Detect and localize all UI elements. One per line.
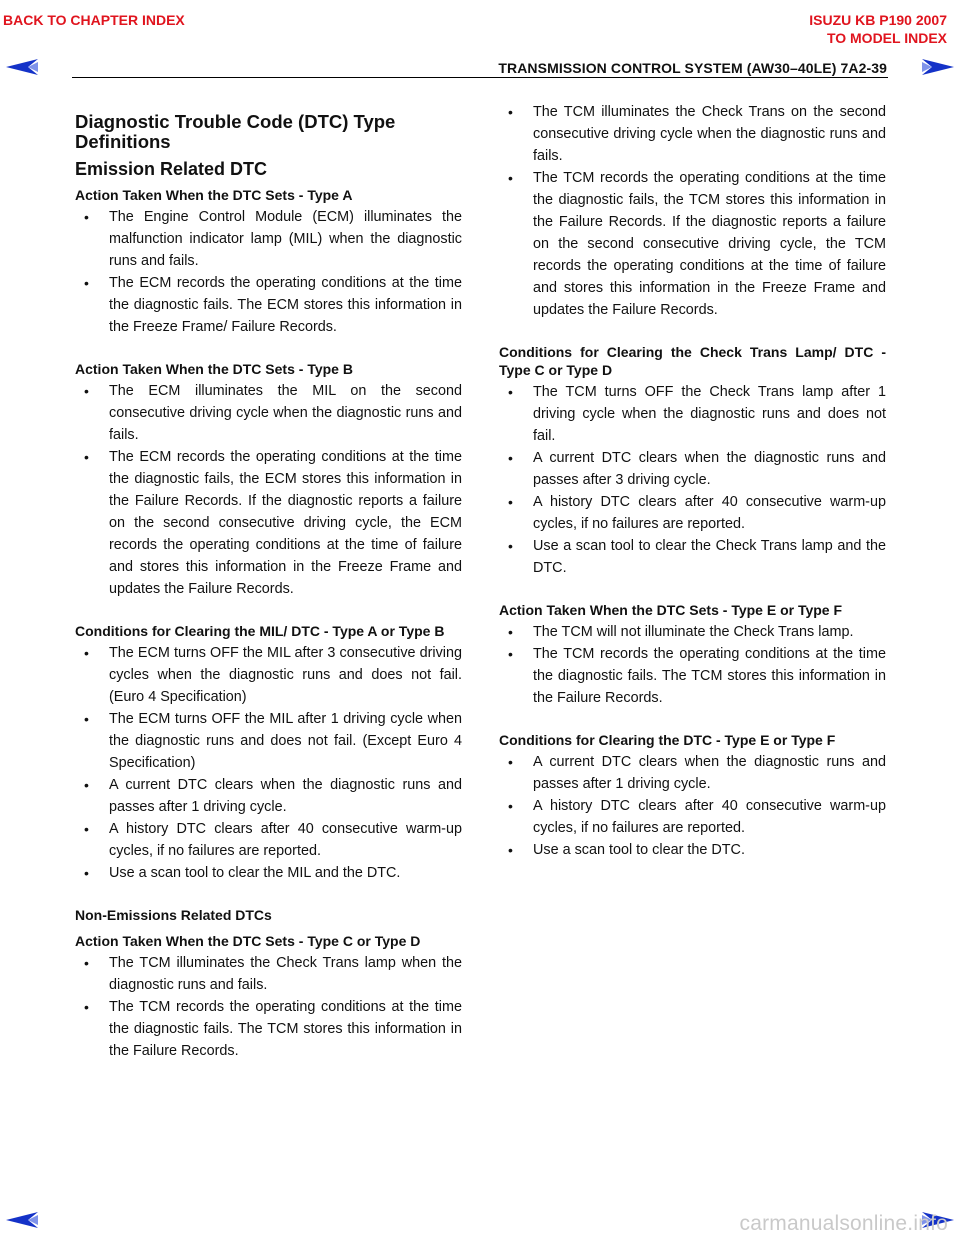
list-item bbox=[75, 642, 462, 708]
bullet-icon: • bbox=[84, 275, 89, 291]
list-item bbox=[499, 621, 886, 643]
bullet-icon: • bbox=[508, 170, 513, 186]
list-item-text: The ECM records the operating conditions at the time the diagnostic fails, the ECM stores this information in the Failure Records. If the diagnostic reports a failure on the second consecutive driving cycle, the ECM records the operating conditions at the time of failure and stores this information in the Freeze Frame and updates the Failure Records. bbox=[109, 449, 462, 597]
list-item-text: A current DTC clears when the diagnostic runs and passes after 1 driving cycle. bbox=[109, 777, 462, 815]
bullet-icon: • bbox=[508, 798, 513, 814]
list-item-text: The TCM will not illuminate the Check Trans lamp. bbox=[533, 624, 854, 640]
list-item bbox=[75, 446, 462, 600]
list-item-text: The ECM illuminates the MIL on the second consecutive driving cycle when the diagnostic runs and fails. bbox=[109, 383, 462, 443]
clear-ef-heading: Conditions for Clearing the DTC - Type E or Type F bbox=[499, 732, 836, 748]
list-item bbox=[499, 491, 886, 535]
list-item bbox=[75, 774, 462, 818]
bullet-icon: • bbox=[508, 104, 513, 120]
clear-mil-list bbox=[75, 642, 462, 884]
bullet-icon: • bbox=[508, 384, 513, 400]
list-item bbox=[75, 272, 462, 338]
clear-check-trans-heading: Conditions for Clearing the Check Trans Lamp/ DTC - Type C or Type D bbox=[499, 344, 886, 378]
model-title: ISUZU KB P190 2007 bbox=[809, 12, 947, 28]
list-item-text: The Engine Control Module (ECM) illuminates the malfunction indicator lamp (MIL) when the diagnostic runs and fails. bbox=[109, 209, 462, 269]
type-cd-continued-list bbox=[499, 101, 886, 321]
bullet-icon: • bbox=[84, 449, 89, 465]
list-item-text: A history DTC clears after 40 consecutive warm-up cycles, if no failures are reported. bbox=[533, 798, 886, 836]
bullet-icon: • bbox=[508, 624, 513, 640]
header-rule bbox=[72, 77, 888, 78]
bullet-icon: • bbox=[84, 999, 89, 1015]
back-to-chapter-index-link[interactable]: BACK TO CHAPTER INDEX bbox=[3, 12, 185, 28]
list-item-text: The ECM records the operating conditions at the time the diagnostic fails. The ECM stores this information in the Freeze Frame/ Failure Records. bbox=[109, 275, 462, 335]
list-item-text: A history DTC clears after 40 consecutive warm-up cycles, if no failures are reported. bbox=[533, 494, 886, 532]
to-model-index-link[interactable]: TO MODEL INDEX bbox=[826, 30, 947, 46]
list-item-text: The TCM records the operating conditions at the time the diagnostic fails, the TCM stores this information in the Failure Records. If the diagnostic reports a failure on the second consecutive driving cycle, the TCM records the operating conditions at the time of failure and stores this information in the Freeze Frame and updates the Failure Records. bbox=[533, 170, 886, 318]
list-item bbox=[499, 795, 886, 839]
page-header: TRANSMISSION CONTROL SYSTEM (AW30–40LE) 7A2-39 bbox=[498, 60, 887, 76]
list-item-text: A current DTC clears when the diagnostic runs and passes after 1 driving cycle. bbox=[533, 754, 886, 792]
list-item bbox=[499, 447, 886, 491]
list-item bbox=[75, 818, 462, 862]
type-a-heading: Action Taken When the DTC Sets - Type A bbox=[75, 187, 353, 203]
clear-check-trans-list bbox=[499, 381, 886, 579]
bullet-icon: • bbox=[508, 842, 513, 858]
list-item-text: A current DTC clears when the diagnostic runs and passes after 3 driving cycle. bbox=[533, 450, 886, 488]
left-column bbox=[75, 100, 462, 1062]
list-item bbox=[499, 751, 886, 795]
list-item bbox=[75, 206, 462, 272]
list-item bbox=[499, 643, 886, 709]
type-ef-heading: Action Taken When the DTC Sets - Type E or Type F bbox=[499, 602, 843, 618]
watermark: carmanualsonline.info bbox=[739, 1212, 948, 1235]
bullet-icon: • bbox=[84, 645, 89, 661]
list-item bbox=[499, 381, 886, 447]
type-b-heading: Action Taken When the DTC Sets - Type B bbox=[75, 361, 353, 377]
non-emissions-heading: Non-Emissions Related DTCs bbox=[75, 907, 272, 923]
list-item-text: The ECM turns OFF the MIL after 1 driving cycle when the diagnostic runs and does not fail. (Except Euro 4 Specification) bbox=[109, 711, 462, 771]
bullet-icon: • bbox=[84, 777, 89, 793]
type-cd-heading: Action Taken When the DTC Sets - Type C or Type D bbox=[75, 933, 421, 949]
bullet-icon: • bbox=[84, 209, 89, 225]
list-item-text: A history DTC clears after 40 consecutive warm-up cycles, if no failures are reported. bbox=[109, 821, 462, 859]
list-item bbox=[499, 101, 886, 167]
list-item-text: The TCM illuminates the Check Trans on the second consecutive driving cycle when the diagnostic runs and fails. bbox=[533, 104, 886, 164]
list-item bbox=[75, 380, 462, 446]
clear-mil-heading: Conditions for Clearing the MIL/ DTC - Type A or Type B bbox=[75, 623, 445, 639]
list-item bbox=[499, 535, 886, 579]
list-item-text: Use a scan tool to clear the DTC. bbox=[533, 842, 745, 858]
list-item-text: The ECM turns OFF the MIL after 3 consecutive driving cycles when the diagnostic runs and does not fail. (Euro 4 Specification) bbox=[109, 645, 462, 705]
list-item-text: Use a scan tool to clear the Check Trans lamp and the DTC. bbox=[533, 538, 886, 576]
list-item-text: Use a scan tool to clear the MIL and the DTC. bbox=[109, 865, 401, 881]
bullet-icon: • bbox=[84, 821, 89, 837]
list-item-text: The TCM turns OFF the Check Trans lamp after 1 driving cycle when the diagnostic runs and does not fail. bbox=[533, 384, 886, 444]
right-column bbox=[499, 100, 886, 861]
list-item-text: The TCM illuminates the Check Trans lamp when the diagnostic runs and fails. bbox=[109, 955, 462, 993]
list-item bbox=[75, 708, 462, 774]
list-item bbox=[75, 862, 462, 884]
list-item bbox=[499, 839, 886, 861]
bullet-icon: • bbox=[508, 754, 513, 770]
list-item bbox=[75, 952, 462, 996]
type-b-list bbox=[75, 380, 462, 600]
type-a-list bbox=[75, 206, 462, 338]
bullet-icon: • bbox=[84, 865, 89, 881]
bullet-icon: • bbox=[84, 711, 89, 727]
type-ef-list bbox=[499, 621, 886, 709]
clear-ef-list bbox=[499, 751, 886, 861]
list-item-text: The TCM records the operating conditions at the time the diagnostic fails. The TCM stores this information in the Failure Records. bbox=[109, 999, 462, 1059]
type-cd-list bbox=[75, 952, 462, 1062]
bullet-icon: • bbox=[84, 955, 89, 971]
bullet-icon: • bbox=[508, 450, 513, 466]
bullet-icon: • bbox=[508, 646, 513, 662]
bullet-icon: • bbox=[84, 383, 89, 399]
bullet-icon: • bbox=[508, 494, 513, 510]
bullet-icon: • bbox=[508, 538, 513, 554]
section-title: Diagnostic Trouble Code (DTC) Type Definitions bbox=[75, 111, 396, 152]
list-item bbox=[499, 167, 886, 321]
list-item bbox=[75, 996, 462, 1062]
list-item-text: The TCM records the operating conditions at the time the diagnostic fails. The TCM stores this information in the Failure Records. bbox=[533, 646, 886, 706]
emission-subtitle: Emission Related DTC bbox=[75, 159, 268, 179]
